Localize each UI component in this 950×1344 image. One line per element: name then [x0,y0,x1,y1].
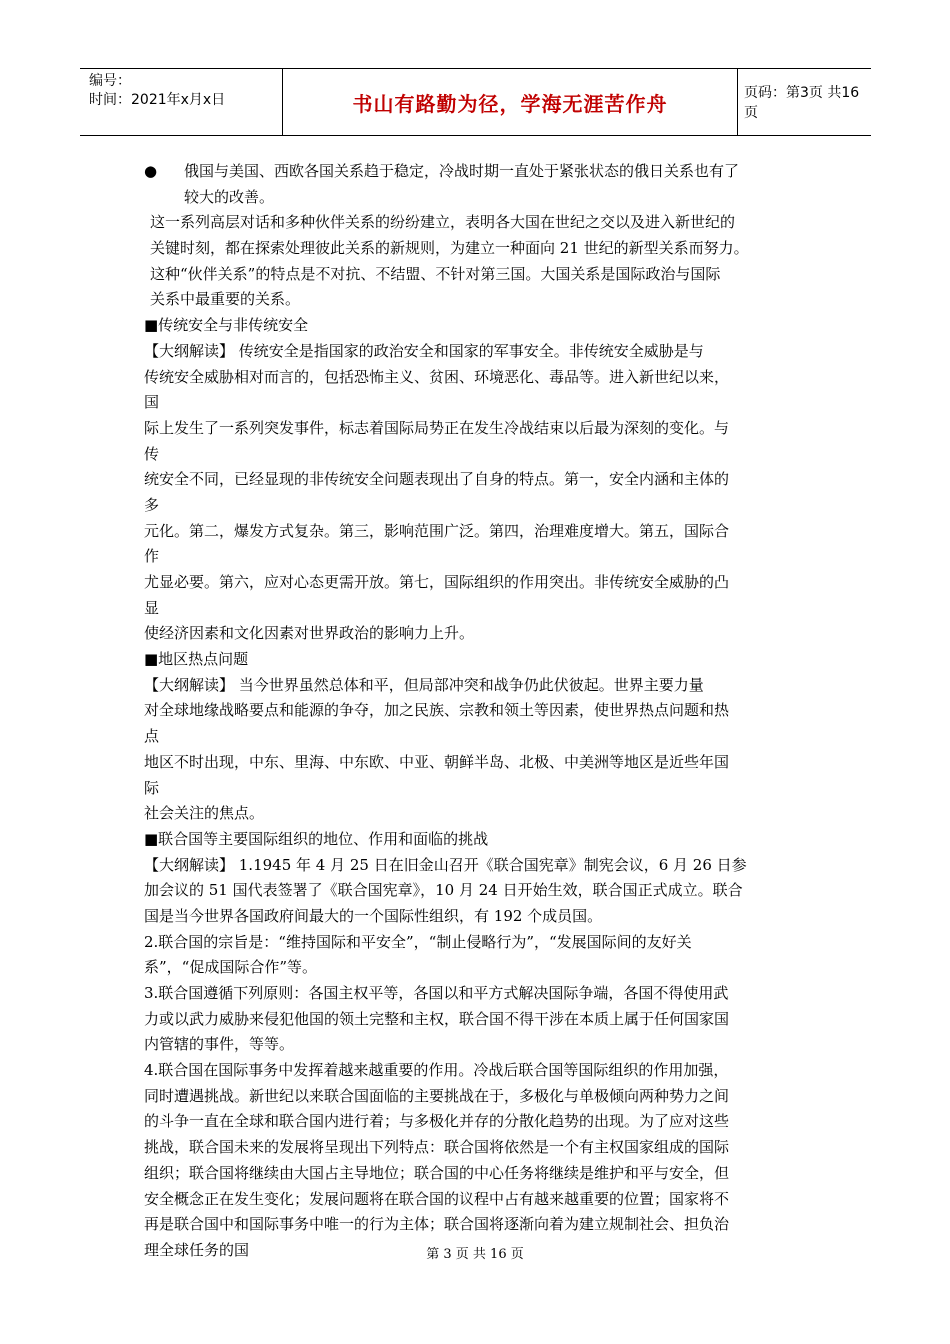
text-line: 再是联合国中和国际事务中唯一的行为主体；联合国将逐渐向着为建立规制社会、担负治 [144,1215,730,1234]
body-paragraphs [144,210,812,1263]
text-line: 尤显必要。第六，应对心态更需开放。第七，国际组织的作用突出。非传统安全威胁的凸 [144,573,730,591]
text-line: 这一系列高层对话和多种伙伴关系的纷纷建立，表明各大国在世纪之交以及进入新世纪的 [150,213,736,232]
page-label: 页码：第3页 共16页 [744,85,860,121]
text-line: 【大纲解读】 1.1945 年 4 月 25 日在旧金山召开《联合国宪章》制宪会议，6 月 26 日参 [144,855,747,874]
text-line: ■联合国等主要国际组织的地位、作用和面临的挑战 [144,829,489,848]
text-line: 际 [144,778,160,797]
text-line: 内管辖的事件，等等。 [144,1035,295,1054]
text-line: ■地区热点问题 [144,650,249,669]
text-line: 的斗争一直在全球和联合国内进行着；与多极化并存的分散化趋势的出现。为了应对这些 [144,1112,730,1131]
text-line: 统安全不同，已经显现的非传统安全问题表现出了自身的特点。第一，安全内涵和主体的 [144,470,730,489]
document-body [144,159,812,1264]
text-line: 组织；联合国将继续由大国占主导地位；联合国的中心任务将继续是维护和平与安全，但 [144,1163,730,1182]
text-line: 【大纲解读】 当今世界虽然总体和平，但局部冲突和战争仍此伏彼起。世界主要力量 [144,675,704,694]
text-line: 力或以武力威胁来侵犯他国的领土完整和主权，联合国不得干涉在本质上属于任何国家国 [144,1009,730,1028]
text-line: 国是当今世界各国政府间最大的一个国际性组织，有 192 个成员国。 [144,906,603,925]
text-line: 点 [144,727,160,746]
page-header [80,68,871,136]
text-line: 显 [144,598,160,617]
text-line: ■传统安全与非传统安全 [144,316,309,335]
text-line: 同时遭遇挑战。新世纪以来联合国面临的主要挑战在于，多极化与单极倾向两种势力之间 [144,1086,730,1105]
text-line: 传 [144,444,160,463]
motto-text: 书山有路勤为径，学海无涯苦作舟 [352,91,668,116]
text-line: 社会关注的焦点。 [144,804,265,823]
text-line: 关键时刻，都在探索处理彼此关系的新规则，为建立一种面向 21 世纪的新型关系而努力。 [150,239,749,258]
header-page-cell [738,69,871,135]
text-line: 际上发生了一系列突发事件，标志着国际局势正在发生冷战结束以后最为深刻的变化。与 [144,418,730,437]
text-line: 这种“伙伴关系”的特点是不对抗、不结盟、不针对第三国。大国关系是国际政治与国际 [150,264,721,283]
text-line: 安全概念正在发生变化；发展问题将在联合国的议程中占有越来越重要的位置；国家将不 [144,1189,730,1208]
text-line: 国 [144,393,160,412]
text-line: 元化。第二，爆发方式复杂。第三，影响范围广泛。第四，治理难度增大。第五，国际合 [144,521,730,540]
code-label: 编号： [89,73,131,89]
text-line: 作 [144,547,160,566]
text-line: 使经济因素和文化因素对世界政治的影响力上升。 [144,624,475,643]
text-line: 理全球任务的国 [144,1240,250,1259]
text-line: 加会议的 51 国代表签署了《联合国宪章》，10 月 24 日开始生效，联合国正式成立。联合 [144,881,743,900]
bullet-dot-icon: ● [144,162,158,180]
page-footer [0,1246,950,1264]
footer-page-number: 第 3 页 共 16 页 [426,1247,524,1262]
bullet-line: 较大的改善。 [184,187,275,206]
text-line: 地区不时出现，中东、里海、中东欧、中亚、朝鲜半岛、北极、中美洲等地区是近些年国 [144,752,730,771]
text-line: 对全球地缘战略要点和能源的争夺，加之民族、宗教和领土等因素，使世界热点问题和热 [144,701,730,720]
text-line: 系”，“促成国际合作”等。 [144,958,318,977]
text-line: 2.联合国的宗旨是：“维持国际和平安全”，“制止侵略行为”，“发展国际间的友好关 [144,932,692,951]
text-line: 关系中最重要的关系。 [150,290,301,309]
text-line: 4.联合国在国际事务中发挥着越来越重要的作用。冷战后联合国等国际组织的作用加强， [144,1061,729,1080]
text-line: 3.联合国遵循下列原则：各国主权平等，各国以和平方式解决国际争端，各国不得使用武 [144,984,729,1002]
text-line: 挑战，联合国未来的发展将呈现出下列特点：联合国将依然是一个有主权国家组成的国际 [144,1138,730,1157]
text-line: 【大纲解读】 传统安全是指国家的政治安全和国家的军事安全。非传统安全威胁是与 [144,341,704,360]
bullet-line: 俄国与美国、西欧各国关系趋于稳定，冷战时期一直处于紧张状态的俄日关系也有了 [184,162,740,180]
text-line: 多 [144,495,160,514]
date-label: 时间：2021年x月x日 [89,92,226,108]
header-info-cell [80,69,283,135]
text-line: 传统安全威胁相对而言的，包括恐怖主义、贫困、环境恶化、毒品等。进入新世纪以来， [144,367,730,386]
header-motto-cell [283,69,738,135]
bullet-item [144,159,812,185]
